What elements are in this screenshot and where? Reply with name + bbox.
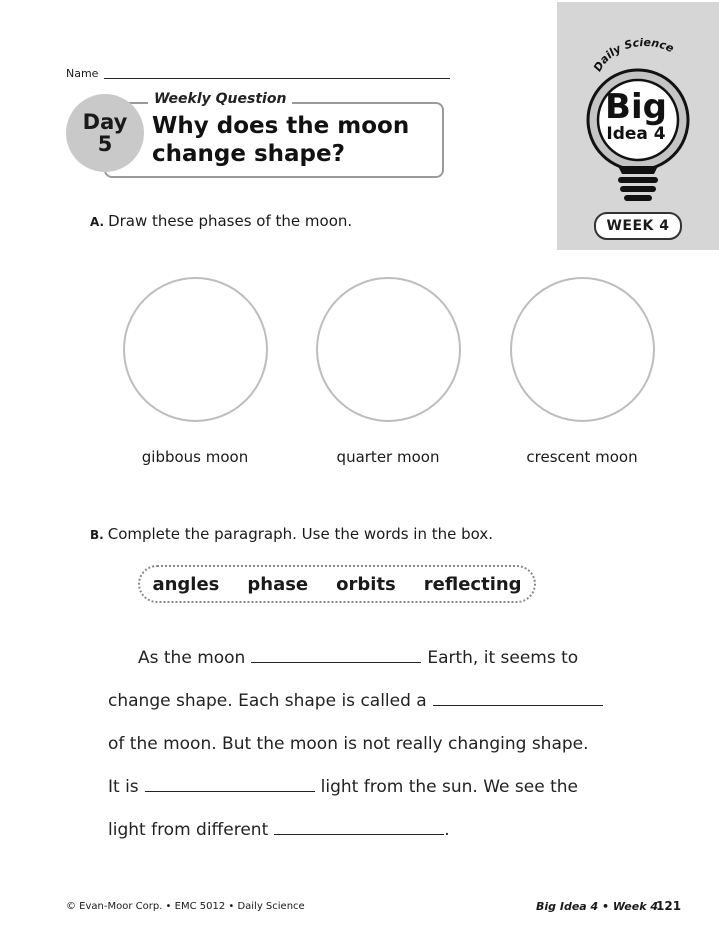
- crescent-label: crescent moon: [526, 448, 638, 466]
- line5-before: light from different: [108, 820, 269, 840]
- footer-week: Big Idea 4 • Week 4: [536, 900, 659, 913]
- section-a-instruction: [90, 212, 352, 230]
- section-b-instruction: [90, 525, 493, 543]
- word-reflecting: reflecting: [423, 573, 522, 595]
- paragraph-line-1: [138, 648, 578, 668]
- page-number: 121: [656, 899, 682, 913]
- line5-after: .: [444, 820, 450, 840]
- section-b-letter: B.: [90, 528, 104, 542]
- section-a-text: Draw these phases of the moon.: [108, 212, 353, 230]
- blank-2[interactable]: [433, 704, 603, 706]
- line3-text: of the moon. But the moon is not really changing shape.: [108, 734, 589, 754]
- gibbous-label: gibbous moon: [141, 448, 249, 466]
- lightbulb-icon: [572, 38, 708, 206]
- day-number: 5: [97, 132, 113, 156]
- quarter-label: quarter moon: [336, 448, 440, 466]
- gibbous-drawing-circle[interactable]: [123, 277, 268, 422]
- blank-1[interactable]: [251, 661, 421, 663]
- name-label: Name: [66, 67, 99, 80]
- big-text: Big: [605, 87, 667, 127]
- name-input-line[interactable]: [104, 78, 450, 79]
- weekly-question-title: Why does the moon change shape?: [152, 113, 410, 167]
- line2-before: change shape. Each shape is called a: [108, 691, 427, 711]
- word-orbits: orbits: [336, 573, 396, 595]
- paragraph-line-4: [108, 777, 578, 797]
- day-badge: [66, 94, 144, 172]
- word-phase: phase: [247, 573, 309, 595]
- section-a-letter: A.: [90, 215, 105, 229]
- line1-after: Earth, it seems to: [427, 648, 579, 668]
- paragraph-line-2: [108, 691, 609, 711]
- idea-text: Idea 4: [606, 124, 666, 144]
- footer-copyright: © Evan-Moor Corp. • EMC 5012 • Daily Science: [66, 901, 305, 912]
- blank-4[interactable]: [274, 833, 444, 835]
- section-b-text: Complete the paragraph. Use the words in the box.: [107, 525, 494, 543]
- day-word: Day: [82, 110, 128, 134]
- line4-before: It is: [108, 777, 139, 797]
- paragraph-line-5: [108, 820, 450, 840]
- paragraph-line-3: [108, 734, 589, 754]
- crescent-drawing-circle[interactable]: [510, 277, 655, 422]
- word-bank: [138, 565, 536, 603]
- line1-before: As the moon: [138, 648, 246, 668]
- line4-after: light from the sun. We see the: [320, 777, 578, 797]
- word-angles: angles: [152, 573, 220, 595]
- arc-title-text: Daily Science: [591, 38, 676, 74]
- week-badge: WEEK 4: [594, 212, 682, 240]
- blank-3[interactable]: [145, 790, 315, 792]
- weekly-question-label: Weekly Question: [148, 91, 292, 107]
- quarter-drawing-circle[interactable]: [316, 277, 461, 422]
